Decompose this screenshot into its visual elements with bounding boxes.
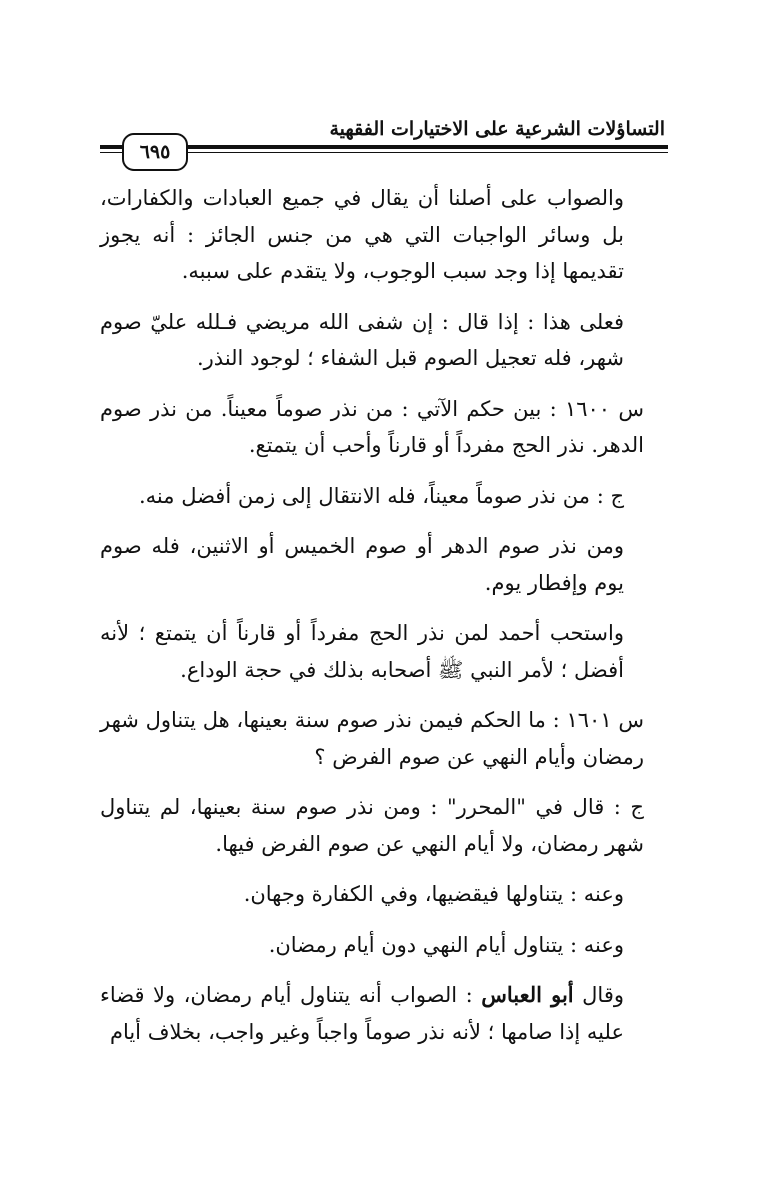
paragraph-prefix: وقال: [582, 983, 625, 1007]
question-1600: س ١٦٠٠ : بين حكم الآتي : من نذر صوماً معيناً. من نذر صوم الدهر. نذر الحج مفرداً أو قارناً وأحب أن يتمتع.: [100, 396, 645, 457]
answer-1601: ج : قال في "المحرر" : ومن نذر صوم سنة بعينها، لم يتناول شهر رمضان، ولا أيام النهي عن صوم الفرض فيها.: [100, 795, 644, 856]
page-body: [100, 180, 668, 1064]
paragraph: وعنه : يتناولها فيقضيها، وفي الكفارة وجهان.: [243, 882, 624, 906]
paragraph-abu-abbas: [100, 977, 668, 1050]
paragraph: ومن نذر صوم الدهر أو صوم الخميس أو الاثنين، فله صوم يوم وإفطار يوم.: [100, 534, 624, 595]
paragraph-rest: : الصواب أنه يتناول أيام رمضان، ولا قضاء عليه إذا صامها ؛ لأنه نذر صوماً واجباً وغير واجب، بخلاف أيام: [100, 983, 624, 1044]
paragraph: وعنه : يتناول أيام النهي دون أيام رمضان.: [268, 932, 624, 957]
paragraph: واستحب أحمد لمن نذر الحج مفرداً أو قارناً أن يتمتع ؛ لأنه أفضل ؛ لأمر النبي ﷺ أصحابه بذلك في حجة الوداع.: [100, 621, 624, 682]
running-header-title: التساؤلات الشرعية على الاختيارات الفقهية: [329, 118, 665, 140]
paragraph: فعلى هذا : إذا قال : إن شفى الله مريضي فـلله عليّ صوم شهر، فله تعجيل الصوم قبل الشفاء ؛ لوجود النذر.: [100, 309, 624, 370]
page-number-badge: ٦٩٥: [122, 133, 188, 171]
paragraph: والصواب على أصلنا أن يقال في جميع العبادات والكفارات، بل وسائر الواجبات التي هي من جنس الجائز : أنه يجوز تقديمها إذا وجد سبب الوجوب، ولا يتقدم على سببه.: [100, 186, 624, 283]
question-1601: س ١٦٠١ : ما الحكم فيمن نذر صوم سنة بعينها، هل يتناول شهر رمضان وأيام النهي عن صوم الفرض ؟: [100, 708, 645, 769]
scholar-name: أبو العباس: [481, 982, 574, 1007]
answer-1600: ج : من نذر صوماً معيناً، فله الانتقال إلى زمن أفضل منه.: [139, 483, 624, 508]
